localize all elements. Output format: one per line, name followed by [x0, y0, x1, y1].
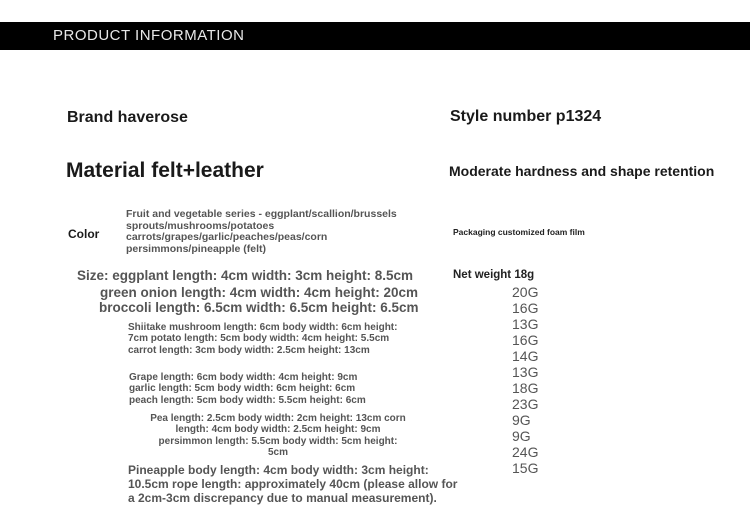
size-block-pineapple — [128, 463, 457, 505]
net-weight-text: Net weight 18g — [453, 269, 535, 281]
weight-value: 13G — [512, 316, 539, 332]
weight-value: 20G — [512, 284, 539, 300]
weight-value: 16G — [512, 300, 539, 316]
material-text: Material felt+leather — [66, 159, 264, 182]
color-line: sprouts/mushrooms/potatoes — [126, 219, 275, 232]
size-line: 7cm potato length: 5cm body width: 4cm height: 5.5cm — [128, 333, 390, 345]
size-line: Pineapple body length: 4cm body width: 3cm height: — [128, 463, 429, 477]
style-number-text: Style number p1324 — [450, 108, 602, 125]
size-line-green-onion: green onion length: 4cm width: 4cm height: 20cm — [100, 285, 419, 300]
size-line: 10.5cm rope length: approximately 40cm (please allow for — [128, 477, 458, 491]
weight-value: 16G — [512, 332, 539, 348]
color-line: Fruit and vegetable series - eggplant/scallion/brussels — [126, 208, 397, 220]
weight-value: 14G — [512, 348, 539, 364]
size-line-broccoli: broccoli length: 6.5cm width: 6.5cm height: 6.5cm — [99, 300, 419, 315]
weight-value: 18G — [512, 380, 539, 396]
size-line: Shiitake mushroom length: 6cm body width: 6cm height: — [128, 322, 398, 333]
size-line: carrot length: 3cm body width: 2.5cm height: 13cm — [128, 344, 370, 356]
size-line: peach length: 5cm body width: 5.5cm height: 6cm — [129, 394, 366, 406]
weight-value: 15G — [512, 460, 539, 476]
size-block-pea — [128, 413, 428, 458]
packaging-text: Packaging customized foam film — [453, 227, 585, 237]
weight-value: 13G — [512, 364, 539, 380]
size-line: Pea length: 2.5cm body width: 2cm height: 13cm corn — [150, 413, 406, 424]
size-block-mushroom — [128, 322, 397, 356]
size-line: a 2cm-3cm discrepancy due to manual measurement). — [128, 491, 437, 505]
color-label: Color — [68, 227, 100, 241]
size-block-grape — [129, 372, 366, 406]
header-banner — [0, 22, 750, 50]
size-line: 5cm — [267, 446, 288, 458]
size-line: persimmon length: 5.5cm body width: 5cm height: — [158, 435, 398, 447]
color-list — [126, 209, 397, 255]
color-line: carrots/grapes/garlic/peaches/peas/corn — [126, 231, 328, 243]
brand-text: Brand haverose — [67, 109, 188, 126]
size-line: length: 4cm body width: 2.5cm height: 9cm — [175, 424, 381, 436]
header-title: PRODUCT INFORMATION — [53, 27, 245, 44]
hardness-text: Moderate hardness and shape retention — [449, 163, 715, 179]
weight-value: 23G — [512, 396, 539, 412]
weight-value: 9G — [512, 412, 531, 428]
size-line-eggplant: Size: eggplant length: 4cm width: 3cm height: 8.5cm — [77, 268, 414, 283]
color-line: persimmons/pineapple (felt) — [126, 242, 267, 255]
weight-value: 9G — [512, 428, 531, 444]
size-line: Grape length: 6cm body width: 4cm height: 9cm — [129, 372, 358, 383]
weight-value: 24G — [512, 444, 539, 460]
size-line: garlic length: 5cm body width: 6cm height: 6cm — [129, 383, 356, 395]
